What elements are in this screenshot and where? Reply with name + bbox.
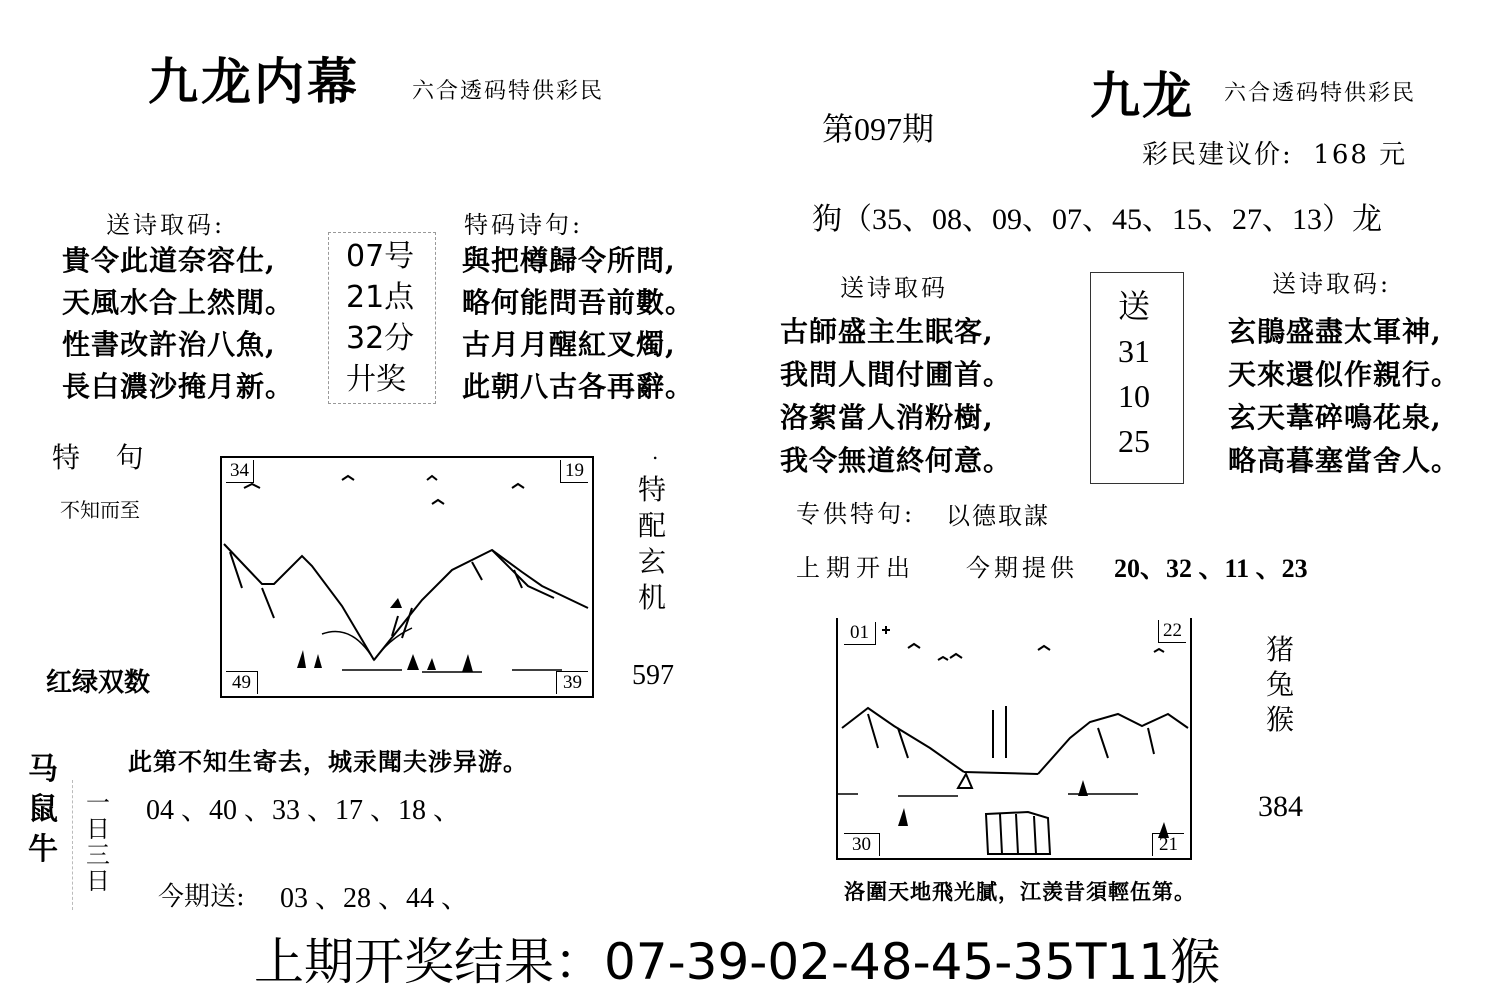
- special-poem-line-2: 略何能問吾前數。: [462, 286, 695, 319]
- right-poem-left: [780, 310, 1012, 482]
- special-poem-line-3: 古月月醒紅叉燭,: [462, 328, 676, 361]
- animal-ox: 牛: [28, 832, 58, 867]
- clue-point: 21点: [346, 280, 415, 315]
- days-divider: [72, 780, 73, 910]
- right-animals-vertical: [1266, 632, 1294, 737]
- left-landscape-picture: [220, 456, 594, 698]
- special-poem: [462, 240, 694, 408]
- left-sentence: 此第不知生寄去，城汞聞夫涉异游。: [128, 747, 528, 776]
- left-pic-top-left-number: 34: [226, 460, 254, 483]
- left-animals-vertical: [28, 750, 58, 870]
- left-pic-top-right-number: 19: [560, 460, 588, 483]
- issue-number: 第097期: [822, 111, 935, 147]
- clue-score: 32分: [346, 321, 415, 356]
- left-side-dot: .: [652, 440, 659, 464]
- right-pic-top-left-number: 01: [844, 622, 876, 645]
- jinqi-label: 今期送:: [158, 882, 245, 912]
- day-char-1: 一: [86, 789, 110, 817]
- send-number-2: 10: [1118, 378, 1150, 414]
- animal-rabbit: 兔: [1266, 668, 1295, 701]
- right-right-poem-line-2: 天來還似作親行。: [1228, 358, 1461, 391]
- last-result: 上期开奖结果：07-39-02-48-45-35T11猴: [254, 933, 1221, 991]
- right-poem-heading-right: 送诗取码:: [1272, 270, 1392, 298]
- special-text: 以德取謀: [946, 502, 1050, 530]
- days-vertical: [86, 790, 110, 894]
- right-left-poem-line-3: 洛絮當人消粉樹,: [780, 401, 994, 434]
- hongluo-label: 红绿双数: [46, 668, 151, 698]
- right-price: 彩民建议价: 168 元: [1142, 140, 1408, 170]
- animal-rat: 鼠: [28, 792, 58, 827]
- animal-pig: 猪: [1266, 633, 1295, 666]
- last-period-label: 上期开出: [796, 554, 916, 582]
- day-char-3: 三: [86, 841, 110, 869]
- side-char-3: 玄: [638, 545, 667, 578]
- day-char-2: 日: [86, 815, 110, 843]
- left-side-vertical: [638, 472, 666, 616]
- left-landscape-drawing: [222, 458, 592, 696]
- left-pic-bottom-right-number: 39: [556, 671, 588, 694]
- left-subtitle: 六合透码特供彩民: [412, 79, 605, 104]
- side-char-2: 配: [638, 509, 667, 542]
- right-pic-top-right-number: 22: [1158, 620, 1186, 643]
- right-subtitle: 六合透码特供彩民: [1224, 81, 1417, 106]
- right-poem-right: [1228, 310, 1460, 482]
- special-poem-heading: 特码诗句:: [464, 211, 584, 239]
- provide-numbers: 20、32 、11 、23: [1114, 554, 1308, 583]
- right-title: 九龙: [1090, 66, 1194, 125]
- left-pic-bottom-left-number: 49: [226, 671, 258, 694]
- right-right-poem-line-4: 略高暮塞當舍人。: [1228, 444, 1461, 477]
- right-left-poem-line-2: 我問人間付圃首。: [780, 358, 1013, 391]
- day-char-4: 日: [86, 867, 110, 895]
- send-number-1: 31: [1118, 333, 1150, 369]
- jinqi-numbers: 03 、28 、44 、: [280, 883, 470, 914]
- right-left-poem-line-1: 古師盛主生眠客,: [780, 315, 994, 348]
- right-left-poem-line-4: 我令無道終何意。: [780, 444, 1013, 477]
- teju-text: 不知而至: [60, 498, 140, 522]
- right-right-poem-line-1: 玄鵑盛盡太軍神,: [1228, 315, 1442, 348]
- left-numbers-line: 04 、40 、33 、17 、18 、: [146, 795, 462, 826]
- send-number-3: 25: [1118, 423, 1150, 459]
- left-poem-line-1: 貴令此道奈容仕,: [62, 244, 276, 277]
- right-pic-bottom-right-number: 21: [1152, 833, 1184, 856]
- right-side-number: 384: [1258, 790, 1303, 823]
- side-char-1: 特: [638, 473, 667, 506]
- left-poem-line-3: 性書改許治八魚,: [62, 328, 276, 361]
- right-sentence: 洛圍天地飛光膩，江羡昔須輕伍第。: [844, 879, 1196, 904]
- left-poem: [62, 240, 294, 408]
- teju-label: 特 句: [52, 441, 144, 474]
- left-side-number: 597: [632, 660, 674, 691]
- left-title: 九龙内幕: [148, 52, 360, 111]
- right-pic-bottom-left-number: 30: [844, 833, 880, 856]
- animal-horse: 马: [28, 752, 58, 787]
- provide-label: 今期提供: [966, 554, 1078, 582]
- left-poem-heading: 送诗取码:: [106, 211, 226, 239]
- left-poem-line-2: 天風水合上然閒。: [62, 286, 295, 319]
- clue-prize: 廾奖: [346, 362, 406, 397]
- left-poem-line-4: 長白濃沙掩月新。: [62, 370, 295, 403]
- left-clue-list: [346, 236, 414, 400]
- special-poem-line-4: 此朝八古各再辭。: [462, 370, 695, 403]
- send-char: 送: [1118, 288, 1151, 324]
- animal-monkey: 猴: [1266, 703, 1295, 736]
- send-box-list: [1118, 284, 1150, 464]
- clue-number: 07号: [346, 239, 415, 274]
- right-poem-heading-left: 送诗取码: [840, 274, 948, 302]
- right-landscape-picture: [836, 618, 1192, 860]
- dog-dragon-line: 狗（35、08、09、07、45、15、27、13）龙: [812, 203, 1382, 236]
- special-poem-line-1: 與把樽歸令所問,: [462, 244, 676, 277]
- right-landscape-drawing: [838, 618, 1190, 858]
- side-char-4: 机: [638, 581, 667, 614]
- right-right-poem-line-3: 玄天葦碎鳴花泉,: [1228, 401, 1442, 434]
- special-label: 专供特句:: [796, 500, 916, 528]
